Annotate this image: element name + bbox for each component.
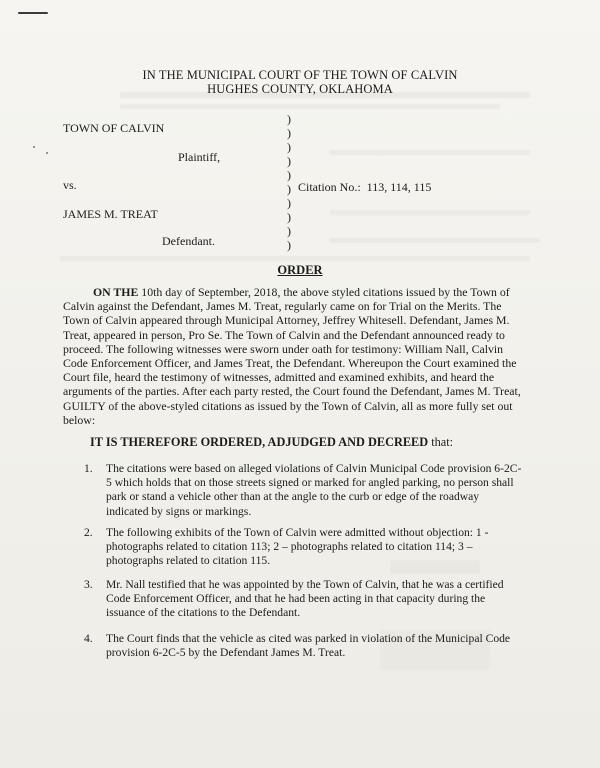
citation-number-line [298, 180, 431, 195]
order-title [0, 263, 600, 278]
scan-pen-mark [18, 12, 48, 14]
caption-parenthesis: ) [287, 196, 291, 210]
finding-item-4 [84, 632, 524, 660]
defendant-name: JAMES M. TREAT [63, 207, 158, 221]
court-heading-line-2: HUGHES COUNTY, OKLAHOMA [207, 82, 393, 96]
order-title-text: ORDER [277, 263, 323, 277]
finding-item-3 [84, 578, 524, 621]
finding-number: 4. [84, 632, 93, 645]
caption-parenthesis: ) [287, 140, 291, 154]
finding-item-1 [84, 462, 524, 519]
bleed-through-smudge [120, 104, 500, 109]
citation-label: Citation No.: [298, 180, 361, 194]
bleed-through-smudge [330, 210, 530, 215]
defendant-label: Defendant. [162, 234, 215, 248]
bleed-through-smudge [330, 150, 530, 155]
order-intro-paragraph [63, 285, 521, 427]
finding-item-2 [84, 526, 524, 569]
caption-parenthesis: ) [287, 126, 291, 140]
finding-text: The Court finds that the vehicle as cited was parked in violation of the Municipal Code provision 6-2C-5 by the Defendant James M. Treat. [106, 632, 511, 660]
decree-heading [90, 435, 453, 450]
caption-parenthesis: ) [287, 182, 291, 196]
plaintiff-label: Plaintiff, [178, 150, 221, 164]
plaintiff-name: TOWN OF CALVIN [63, 121, 165, 135]
caption-parenthesis: ) [287, 112, 291, 126]
intro-body-text: 10th day of September, 2018, the above styled citations issued by the Town of Calvin against the Defendant, James M. Treat, regularly came on for Trial on the Merits. The Town of Calvin appeared through Municipal Attorney, Jeffrey Whitesell. Defendant, James M. Treat, appeared in person, Pro Se. The Town of Calvin and the Defendant announced ready to proceed. The following witnesses were sworn under oath for testimony: William Nall, Calvin Code Enforcement Officer, and James Treat, the Defendant. Whereupon the Court examined the Court file, heard the testimony of witnesses, admitted and examined exhibits, and heard the arguments of the parties. After each party rested, the Court found the Defendant, James M. Treat, GUILTY of the above-styled citations as issued by the Town of Calvin, all as more fully set out below: [63, 285, 521, 427]
caption-parenthesis: ) [287, 154, 291, 168]
finding-text: The citations were based on alleged violations of Calvin Municipal Code provision 6-2C-5 which holds that on those streets signed or marked for angled parking, no person shall park or stand a vehicle other than at the angle to the curb or edge of the roadway indicated by signs or markings. [106, 462, 522, 518]
caption-parenthesis: ) [287, 210, 291, 224]
versus-label: vs. [63, 178, 77, 192]
intro-lead-text: ON THE [93, 285, 139, 299]
scan-speck [33, 146, 35, 148]
decree-tail-text: that: [428, 435, 454, 449]
bleed-through-smudge [60, 256, 530, 261]
finding-text: Mr. Nall testified that he was appointed by the Town of Calvin, that he was a certified Code Enforcement Officer, and that he had been acting in that capacity during the issuance of the citations to the Defendant. [106, 578, 504, 620]
court-heading-line-1: IN THE MUNICIPAL COURT OF THE TOWN OF CALVIN [142, 68, 458, 82]
finding-number: 3. [84, 578, 93, 591]
finding-number: 2. [84, 526, 93, 539]
finding-text: The following exhibits of the Town of Calvin were admitted without objection: 1 - photographs related to citation 113; 2 – photographs related to citation 114; 3 – photographs related to citation 115. [106, 526, 489, 568]
citation-numbers: 113, 114, 115 [366, 180, 432, 194]
scan-speck [46, 152, 48, 154]
caption-parenthesis: ) [287, 224, 291, 238]
caption-parenthesis: ) [287, 168, 291, 182]
bleed-through-smudge [330, 238, 540, 243]
decree-bold-text: IT IS THEREFORE ORDERED, ADJUDGED AND DECREED [90, 435, 429, 449]
caption-parenthesis: ) [287, 238, 291, 252]
finding-number: 1. [84, 462, 93, 475]
